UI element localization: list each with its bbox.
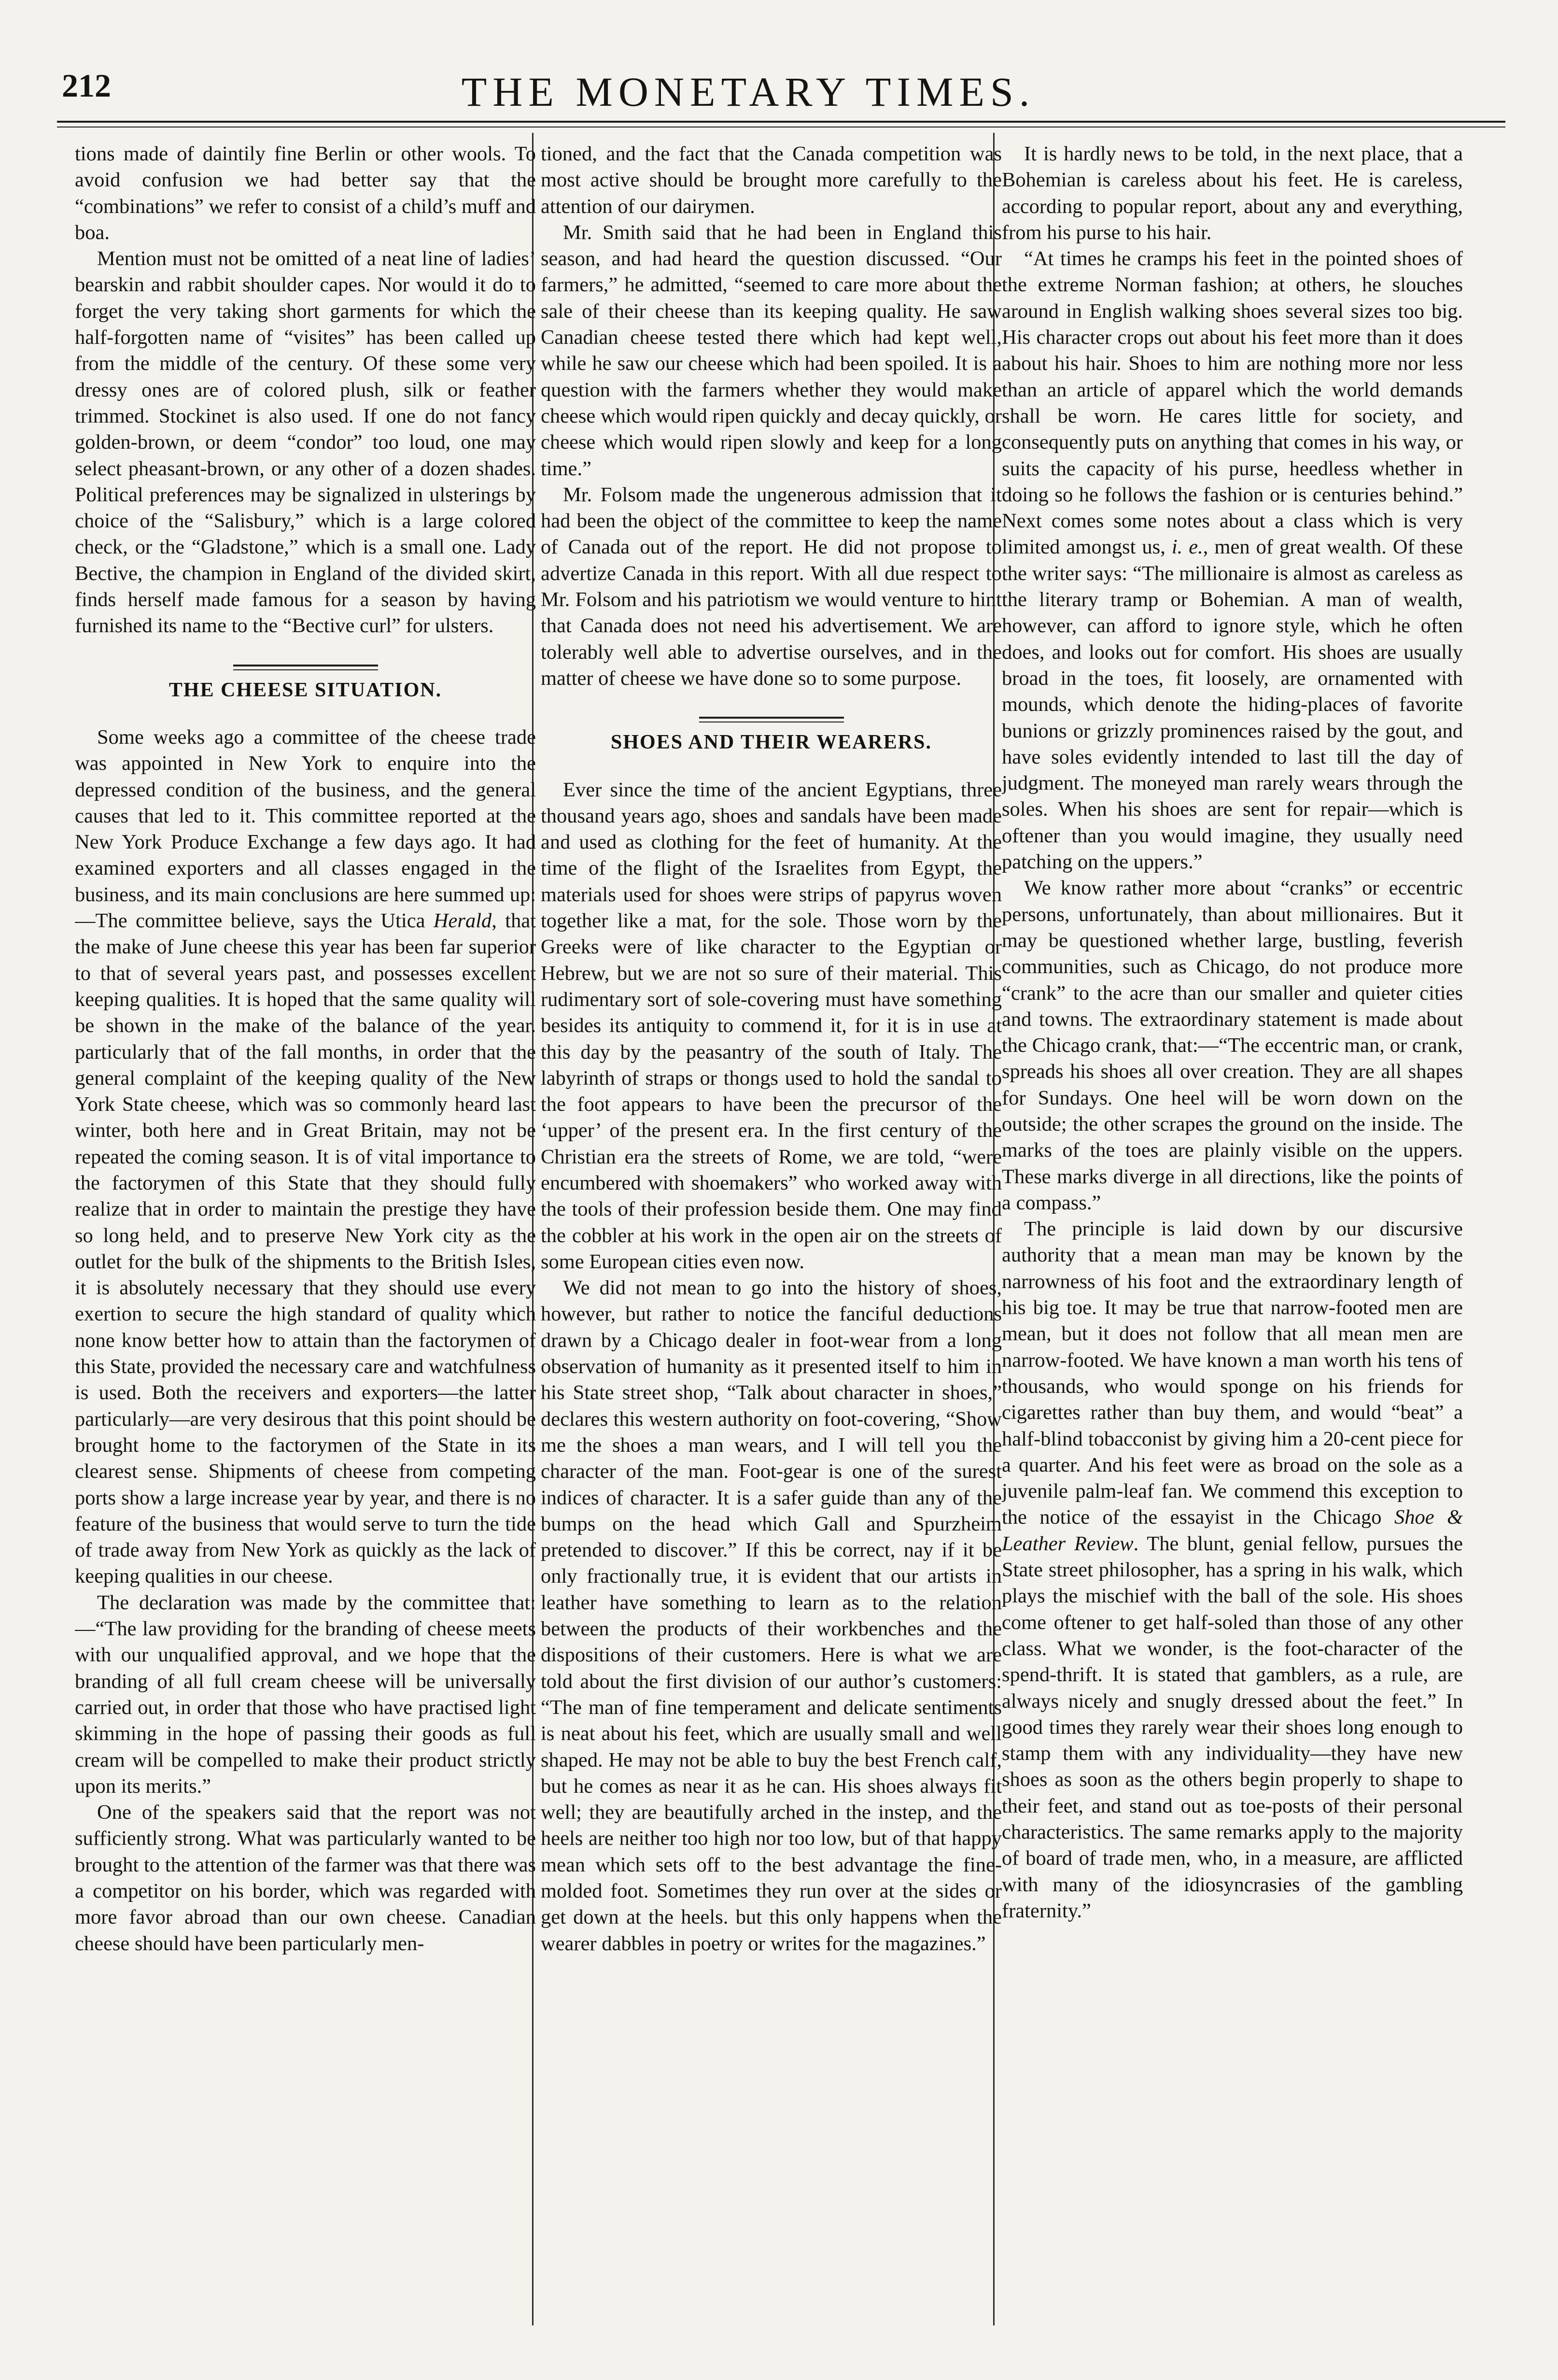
section-heading-cheese: THE CHEESE SITUATION. [168,679,442,701]
paragraph: We did not mean to go into the history of shoes, however, but rather to notice the fanciful deductions drawn by a Chicago dealer in foot-wear from a long observation of humanity as it presented itself to him in his State street shop, “Talk about character in shoes,” declares this western authority on foot-covering, “Show me the shoes a man wears, and I will tell you the character of the man. Foot-gear is one of the surest indices of character. It is a safer guide than any of the bumps on the head which Gall and Spurzheim pretended to discover.” If this be correct, nay if it be only fractionally true, it is evident that our artists in leather have something to learn as to the relation between the products of their workbenches and the dispositions of their customers. Here is what we are told about the first division of our author’s customers: “The man of fine temperament and delicate sentiments is neat about his feet, which are usually small and well shaped. He may not be able to buy the best French calf, but he comes as near it as he can. His shoes always fit well; they are beautifully arched in the instep, and the heels are neither too high nor too low, but of that happy mean which sets off to the best advantage the fine-molded foot. Sometimes they run over at the sides or get down at the heels. but this only happens when the wearer dabbles in poetry or writes for the magazines.” [541,1276,1002,1955]
text-run: . The blunt, genial fellow, pursues the State street philosopher, has a spring in his walk, which plays the mischief with the ball of the sole. His shoes come oftener to get half-soled than those of any other class. What we wonder, is the foot-character of the spend-thrift. It is stated that gamblers, as a rule, are always nicely and snugly dressed about the feet.” In good times they rarely wear their shoes long enough to stamp them with any individuality—they have new shoes as soon as the others begin properly to shape to their feet, and stand out as toe-posts of their personal characteristics. The same remarks apply to the majority of board of trade men, who, in a measure, are afflicted with many of the idiosyncrasies of the gambling fraternity.” [1002,1532,1463,1922]
text-run: , that the make of June cheese this year has been far superior to that of several years past, and possesses excellent keeping qualities. It is hoped that the same quality will be shown in the make of the balance of the year. particularly that of the fall months, in order that the general complaint of the keeping quality of the New York State cheese, which was so commonly heard last winter, both here and in Great Britain, may not be repeated the coming season. It is of vital importance to the factorymen of this State that they should fully realize that in order to maintain the prestige they have so long held, and to preserve New York city as the outlet for the bulk of the shipments to the British Isles, it is absolutely necessary that they should use every exertion to secure the high standard of quality which none know better how to attain than the factorymen of this State, provided the necessary care and watchfulness is used. Both the receivers and exporters—the latter particularly—are very desirous that this point should be brought home to the factorymen of the State in its clearest sense. Shipments of cheese from competing ports show a large increase year by year, and there is no feature of the business that would serve to turn the tide of trade away from New York as quickly as the lack of keeping qualities in our cheese. [75,909,536,1588]
text-run: Some weeks ago a committee of the cheese trade was appointed in New York to enquire into the depressed condition of the business, and the general causes that led to it. This committee reported at the New York Produce Exchange a few days ago. It had examined exporters and all classes engaged in the business, and its main conclusions are here summed up:—The committee believe, says the Utica [75,725,536,933]
paragraph [75,724,536,1590]
text-run: The principle is laid down by our discursive authority that a mean man may be known by the narrowness of his foot and the extraordinary length of his big toe. It may be true that narrow-footed men are mean, but it does not follow that all mean men are narrow-footed. We have known a man worth his tens of thousands, who would sponge on his friends for cigarettes rather than buy them, and would “beat” a half-blind tobacconist by giving him a 20-cent piece for a quarter. And his feet were as broad on the sole as a juvenile palm-leaf fan. We commend this exception to the notice of the essayist in the Chicago [1002,1218,1463,1529]
paragraph [1002,1216,1463,1924]
paragraph: We know rather more about “cranks” or eccentric persons, unfortunately, than about millionaires. But it may be questioned whether large, bustling, feverish communities, such as Chicago, do not produce more “crank” to the acre than our smaller and quieter cities and towns. The extraordinary statement is made about the Chicago crank, that:—“The eccentric man, or crank, spreads his shoes all over creation. They are all shapes for Sundays. One heel will be worn down on the outside; the other scrapes the ground on the inside. The marks of the toes are plainly visible on the uppers. These marks diverge in all directions, like the points of a compass.” [1002,877,1463,1214]
paragraph: tioned, and the fact that the Canada competition was most active should be brought more carefully to the attention of our dairymen. [541,142,1002,218]
publication-name: Herald [433,909,492,933]
paragraph: One of the speakers said that the report was not sufficiently strong. What was particularly wanted to be brought to the attention of the farmer was that there was a competitor on his border, which was regarded with more favor abroad than our own cheese. Canadian cheese should have been particularly men- [75,1801,536,1955]
paragraph: Mr. Smith said that he had been in England this season, and had heard the question discussed. “Our farmers,” he admitted, “seemed to care more about the sale of their cheese than its keeping quality. He saw Canadian cheese tested there which had kept well, while he saw our cheese which had been spoiled. It is a question with the farmers whether they would make cheese which would ripen quickly and decay quickly, or cheese which would ripen slowly and keep for a long time.” [541,221,1002,480]
section-divider [233,665,378,670]
paragraph: Mention must not be omitted of a neat line of ladies’ bearskin and rabbit shoulder capes. Nor would it do to forget the very taking short garments for which the half-forgotten name of “visites” has been called up from the middle of the century. Of these some very dressy ones are of colored plush, silk or feather trimmed. Stockinet is also used. If one do not fancy golden-brown, or deem “condor” too loud, one may select pheasant-brown, or any other of a dozen shades. Political preferences may be signalized in ulsterings by choice of the “Salisbury,” which is a large colored check, or the “Gladstone,” which is a small one. Lady Bective, the champion in England of the divided skirt, finds herself made famous for a season by having furnished its name to the “Bective curl” for ulsters. [75,247,536,638]
paragraph: It is hardly news to be told, in the next place, that a Bohemian is careless about his feet. He is careless, according to popular report, about any and everything, from his purse to his hair. [1002,142,1463,244]
paragraph [1002,246,1463,875]
column-1 [75,141,536,2324]
paragraph: Ever since the time of the ancient Egyptians, three thousand years ago, shoes and sandals have been made and used as clothing for the feet of humanity. At the time of the flight of the Israelites from Egypt, the materials used for shoes were strips of papyrus woven together like a mat, for the sole. Those worn by the Greeks were of like character to the Egyptian or Hebrew, but we are not so sure of their material. This rudimentary sort of sole-covering must have something besides its antiquity to commend it, for it is in use at this day by the peasantry of the south of Italy. The labyrinth of straps or thongs used to hold the sandal to the foot appears to have been the precursor of the ‘upper’ of the present era. In the first century of the Christian era the streets of Rome, we are told, “were encumbered with shoemakers” who worked away with the tools of their profession beside them. One may find the cobbler at his work in the open air on the streets of some European cities even now. [541,778,1002,1273]
section-heading-shoes: SHOES AND THEIR WEARERS. [611,731,932,754]
text-run: , men of great wealth. Of these the writer says: “The millionaire is almost as careless as the literary tramp or Bohemian. A man of wealth, however, can afford to ignore style, which he often does, and looks out for comfort. His shoes are usually broad in the toes, fit loosely, are ornamented with mounds, which denote the hiding-places of favorite bunions or grizzly prominences raised by the gout, and have soles evidently intended to last till the day of judgment. The moneyed man rarely wears through the soles. When his shoes are sent for repair—which is oftener than you would imagine, they usually need patching on the uppers.” [1002,536,1463,874]
text-run: “At times he cramps his feet in the pointed shoes of the extreme Norman fashion; at others, he slouches around in English walking shoes several sizes too big. His character crops out about his feet more than it does about his hair. Shoes to him are nothing more nor less than an article of apparel which the world demands shall be worn. He cares little for society, and consequently puts on anything that comes in his way, or suits the capacity of his purse, heedless whether in doing so he follows the fashion or is centuries behind.” Next comes some notes about a class which is very limited amongst us, [1002,247,1463,559]
header-rule-thin [57,127,1505,128]
page-number: 212 [62,67,111,104]
section-divider [699,717,844,722]
header-rule-thick [57,121,1505,123]
paragraph: Mr. Folsom made the ungenerous admission that it had been the object of the committee to keep the name of Canada out of the report. He did not propose to advertize Canada in this report. With all due respect to Mr. Folsom and his patriotism we would venture to hint that Canada does not need his advertisement. We are tolerably well able to advertise ourselves, and in the matter of cheese we have done so to some purpose. [541,483,1002,690]
masthead-title: THE MONETARY TIMES. [461,69,1036,115]
abbreviation: i. e. [1171,536,1203,559]
column-2 [541,141,1002,2324]
column-3 [1002,141,1463,2324]
paragraph: The declaration was made by the committee that:—“The law providing for the branding of cheese meets with our unqualified approval, and we hope that the branding of all full cream cheese will be universally carried out, in order that those who have practised light skimming in the hope of passing their goods as full cream will be compelled to make their product strictly upon its merits.” [75,1591,536,1798]
paragraph: tions made of daintily fine Berlin or other wools. To avoid confusion we had better say that the “combinations” we refer to consist of a child’s muff and boa. [75,142,536,244]
publication-name: Shoe & Leather Review [1002,1506,1463,1555]
